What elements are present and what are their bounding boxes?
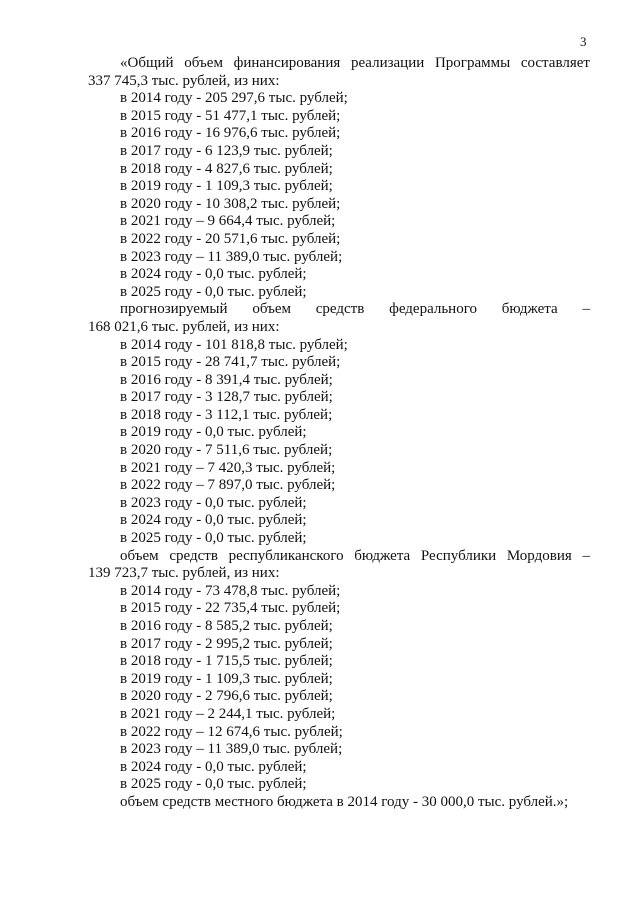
list-item: в 2019 году - 0,0 тыс. рублей; — [120, 424, 307, 441]
list-item: в 2023 году – 11 389,0 тыс. рублей; — [120, 248, 343, 265]
list-item: в 2021 году – 7 420,3 тыс. рублей; — [120, 459, 336, 476]
list-item: в 2019 году - 1 109,3 тыс. рублей; — [120, 178, 333, 195]
list-item: в 2025 году - 0,0 тыс. рублей; — [120, 283, 307, 300]
republic-word: республиканского — [228, 547, 344, 564]
list-item: в 2022 году - 20 571,6 тыс. рублей; — [120, 230, 341, 247]
list-item: в 2016 году - 8 391,4 тыс. рублей; — [120, 371, 333, 388]
list-item: в 2015 году - 22 735,4 тыс. рублей; — [120, 600, 341, 617]
intro-word: реализации — [350, 55, 425, 71]
local-budget-line: объем средств местного бюджета в 2014 году - 30 000,0 тыс. рублей.»; — [120, 793, 569, 810]
list-item: в 2021 году – 2 244,1 тыс. рублей; — [120, 705, 336, 722]
federal-total-line: 168 021,6 тыс. рублей, из них: — [88, 318, 280, 335]
republic-word: Мордовия — [506, 547, 572, 564]
federal-word: прогнозируемый — [120, 301, 228, 318]
list-item: в 2015 году - 51 477,1 тыс. рублей; — [120, 107, 341, 124]
republic-word: Республики — [420, 547, 497, 564]
list-item: в 2017 году - 3 128,7 тыс. рублей; — [120, 389, 333, 406]
list-item: в 2014 году - 205 297,6 тыс. рублей; — [120, 90, 348, 107]
intro-word: Программы — [434, 55, 511, 71]
federal-word: – — [582, 301, 590, 318]
republic-total-line: 139 723,7 тыс. рублей, из них: — [88, 565, 280, 582]
intro-total-line: 337 745,3 тыс. рублей, из них: — [88, 72, 280, 89]
page-number: 3 — [580, 34, 587, 49]
list-item: в 2017 году - 6 123,9 тыс. рублей; — [120, 142, 333, 159]
list-item: в 2016 году - 16 976,6 тыс. рублей; — [120, 125, 341, 142]
list-item: в 2025 году - 0,0 тыс. рублей; — [120, 776, 307, 793]
list-item: в 2024 году - 0,0 тыс. рублей; — [120, 758, 307, 775]
list-item: в 2023 году – 11 389,0 тыс. рублей; — [120, 741, 343, 758]
federal-word: объем — [252, 301, 291, 318]
list-item: в 2024 году - 0,0 тыс. рублей; — [120, 266, 307, 283]
list-item: в 2020 году - 2 796,6 тыс. рублей; — [120, 688, 333, 705]
federal-first-line — [88, 301, 590, 319]
federal-word: средств — [315, 301, 365, 318]
republic-word: – — [582, 547, 590, 564]
list-item: в 2025 году - 0,0 тыс. рублей; — [120, 530, 307, 547]
republic-first-line — [88, 548, 590, 566]
federal-word: бюджета — [501, 301, 558, 318]
intro-word: составляет — [520, 55, 590, 71]
federal-by-year-list — [88, 337, 590, 548]
list-item: в 2020 году - 10 308,2 тыс. рублей; — [120, 195, 341, 212]
document-body — [88, 55, 590, 812]
republic-word: бюджета — [354, 547, 411, 564]
list-item: в 2017 году - 2 995,2 тыс. рублей; — [120, 635, 333, 652]
total-by-year-list — [88, 90, 590, 301]
list-item: в 2014 году - 73 478,8 тыс. рублей; — [120, 582, 341, 599]
list-item: в 2022 году – 12 674,6 тыс. рублей; — [120, 723, 343, 740]
list-item: в 2018 году - 3 112,1 тыс. рублей; — [120, 406, 333, 423]
federal-word: федерального — [389, 301, 477, 318]
list-item: в 2019 году - 1 109,3 тыс. рублей; — [120, 670, 333, 687]
intro-word: объем — [184, 55, 223, 71]
republic-by-year-list — [88, 583, 590, 794]
list-item: в 2024 году - 0,0 тыс. рублей; — [120, 512, 307, 529]
list-item: в 2021 году – 9 664,4 тыс. рублей; — [120, 213, 336, 230]
list-item: в 2020 году - 7 511,6 тыс. рублей; — [120, 442, 333, 459]
list-item: в 2015 году - 28 741,7 тыс. рублей; — [120, 354, 341, 371]
list-item: в 2016 году - 8 585,2 тыс. рублей; — [120, 618, 333, 634]
republic-word: средств — [169, 547, 218, 564]
list-item: в 2023 году - 0,0 тыс. рублей; — [120, 494, 307, 511]
intro-first-line — [88, 55, 590, 73]
intro-word: «Общий — [120, 55, 174, 71]
republic-word: объем — [120, 547, 159, 564]
list-item: в 2018 году - 4 827,6 тыс. рублей; — [120, 160, 333, 177]
list-item: в 2022 году – 7 897,0 тыс. рублей; — [120, 477, 336, 494]
list-item: в 2014 году - 101 818,8 тыс. рублей; — [120, 336, 348, 353]
list-item: в 2018 году - 1 715,5 тыс. рублей; — [120, 653, 333, 670]
intro-word: финансирования — [233, 55, 341, 71]
